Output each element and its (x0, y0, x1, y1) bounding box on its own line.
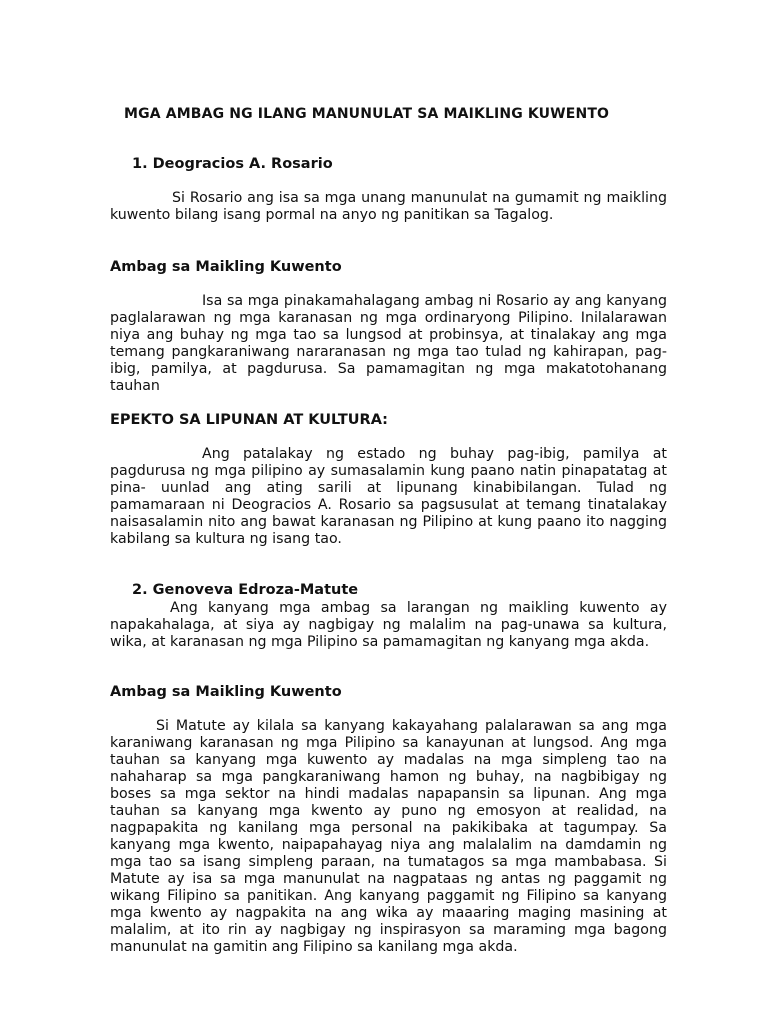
paragraph-matute-ambag: Si Matute ay kilala sa kanyang kakayahang palalarawan sa ang mga karaniwang karanasan ng mga Pilipino sa kanayunan at lungsod. Ang mga tauhan sa kanyang mga kuwento ay madalas na mga simpleng tao na nahaharap sa mga pangkaraniwang hamon ng buhay, na nagbibigay ng boses sa mga sektor na hindi madalas napapansin sa lipunan. Ang mga tauhan sa kanyang mga kwento ay puno ng emosyon at realidad, na nagpapakita ng kanilang mga personal na pakikibaka at tagumpay. Sa kanyang mga kwento, naipapahayag niya ang malalalim na damdamin ng mga tao sa isang simpleng paraan, na tumatagos sa mga mambabasa. Si Matute ay isa sa mga manunulat na nagpataas ng antas ng paggamit ng wikang Filipino sa panitikan. Ang kanyang paggamit ng Filipino sa kanyang mga kwento ay nagpakita na ang wika ay maaaring maging masining at malalim, at ito rin ay nagbigay ng inspirasyon sa maraming mga bagong manunulat na gamitin ang Filipino sa kanilang mga akda. (110, 718, 667, 955)
subheading-epekto: EPEKTO SA LIPUNAN AT KULTURA: (110, 412, 388, 428)
paragraph-rosario-ambag: Isa sa mga pinakamahalagang ambag ni Rosario ay ang kanyang paglalarawan ng mga karanasan ng mga ordinaryong Pilipino. Inilalarawan niya ang buhay ng mga tao sa lungsod at probinsya, at tinalakay ang mga temang pangkaraniwang nararanasan ng mga tao tulad ng kahirapan, pag- ibig, pamilya, at pagdurusa. Sa pamamagitan ng mga makatotohanang tauhan (110, 293, 667, 394)
paragraph-matute-intro: Ang kanyang mga ambag sa larangan ng maikling kuwento ay napakahalaga, at siya ay nagbigay ng malalim na pag-unawa sa kultura, wika, at karanasan ng mga Pilipino sa pamamagitan ng kanyang mga akda. (110, 600, 667, 650)
subheading-ambag-rosario: Ambag sa Maikling Kuwento (110, 259, 342, 275)
subheading-ambag-matute: Ambag sa Maikling Kuwento (110, 684, 342, 700)
document-title: MGA AMBAG NG ILANG MANUNULAT SA MAIKLING KUWENTO (124, 106, 610, 122)
section-heading-rosario: 1. Deogracios A. Rosario (132, 156, 333, 172)
paragraph-rosario-intro: Si Rosario ang isa sa mga unang manunulat na gumamit ng maikling kuwento bilang isang pormal na anyo ng panitikan sa Tagalog. (110, 190, 667, 223)
paragraph-epekto: Ang patalakay ng estado ng buhay pag-ibig, pamilya at pagdurusa ng mga pilipino ay sumasalamin kung paano natin pinapatatag at pina- uunlad ang ating sarili at lipunang kinabibilangan. Tulad ng pamamaraan ni Deogracios A. Rosario sa pagsusulat at temang tinatalakay naisasalamin nito ang bawat karanasan ng Pilipino at kung paano ito nagging kabilang sa kultura ng isang tao. (110, 446, 667, 547)
section-heading-matute: 2. Genoveva Edroza-Matute (132, 582, 359, 598)
